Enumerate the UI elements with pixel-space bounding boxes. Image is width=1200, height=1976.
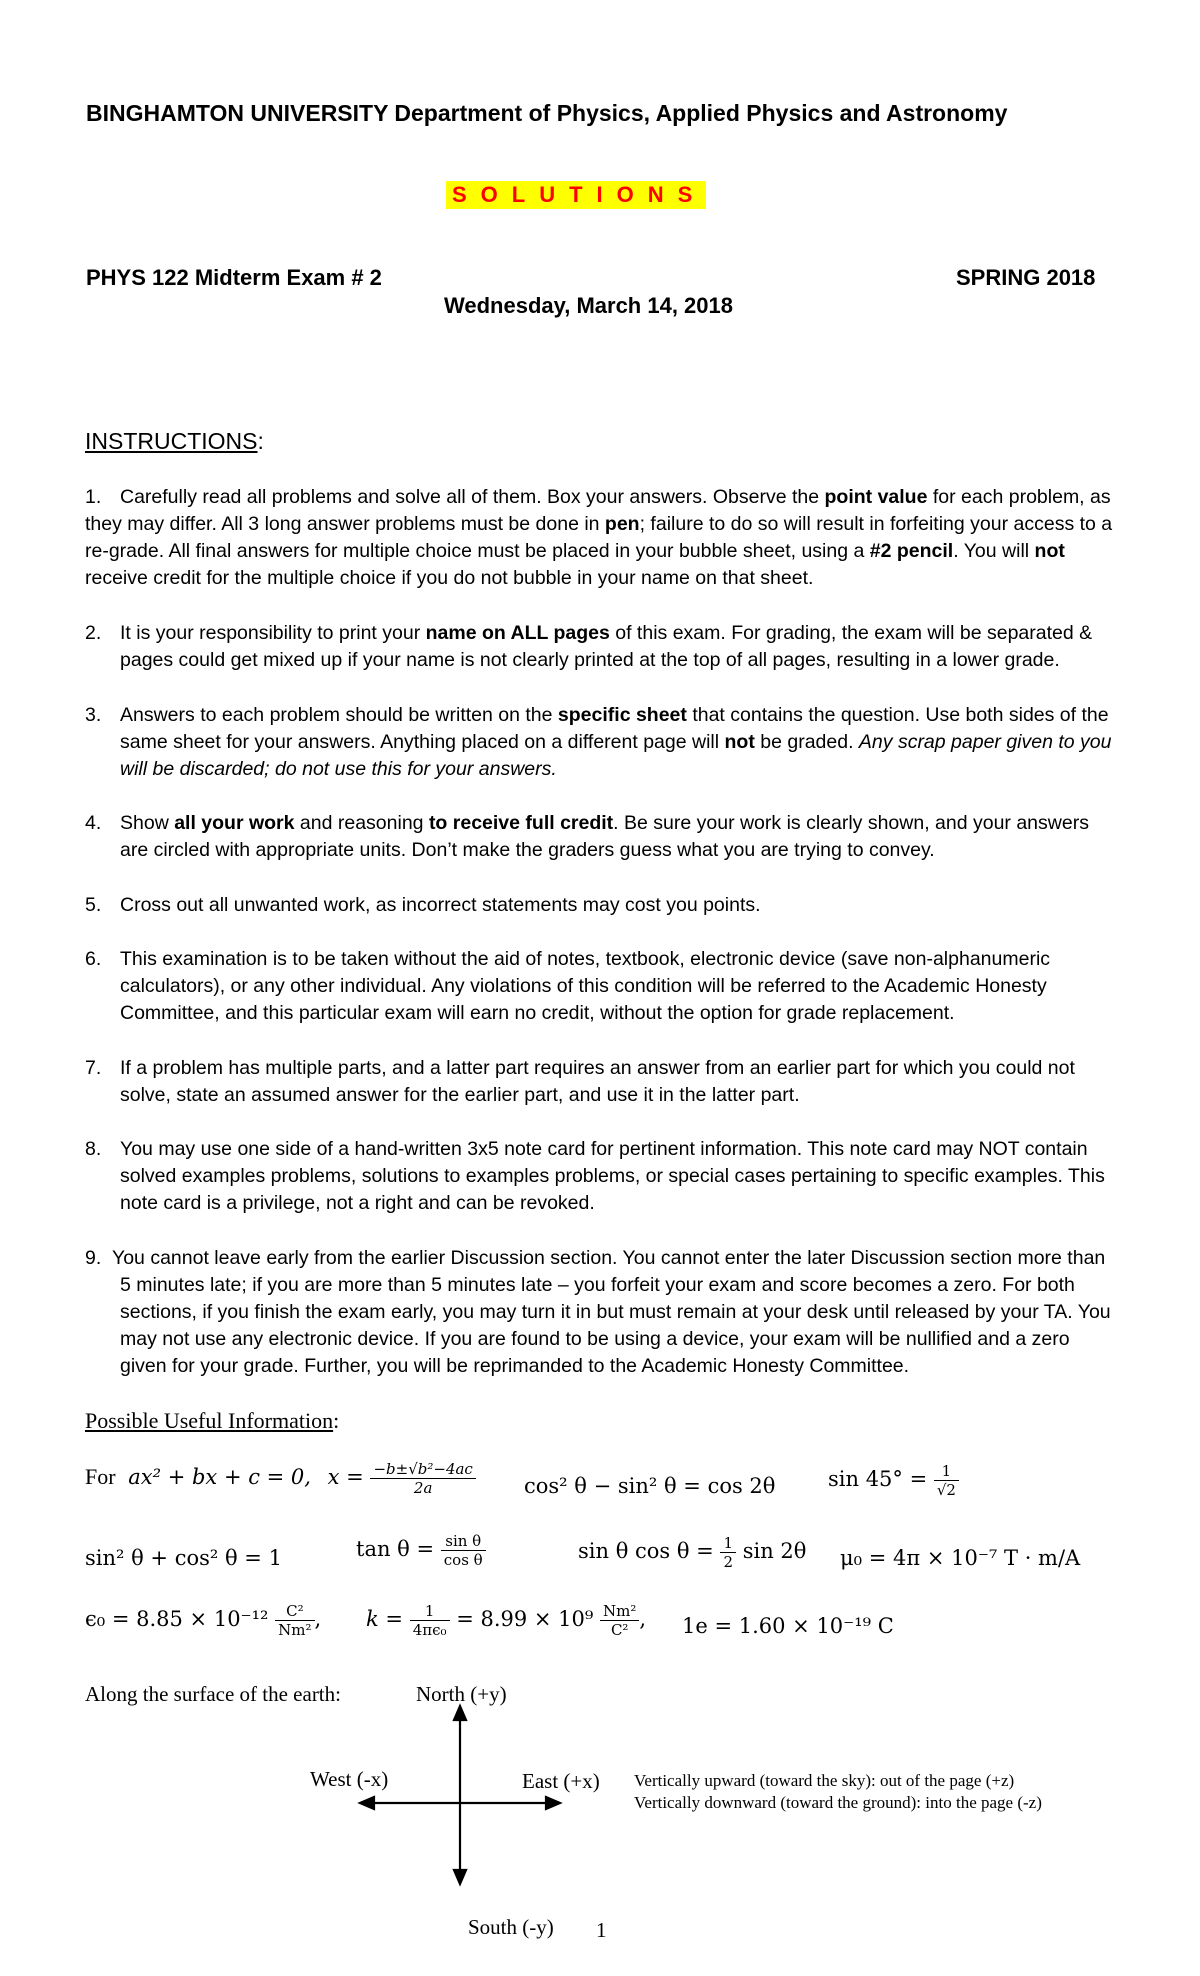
eps0-unit-denominator: Nm²: [278, 1621, 312, 1639]
item-number: 5.: [85, 894, 102, 916]
item-emphasis: to receive full credit: [428, 812, 614, 834]
useful-info-title: Possible Useful Information: [85, 1408, 334, 1433]
item-number: 2.: [85, 622, 102, 644]
quadratic-equation: ax² + bx + c = 0,: [128, 1465, 311, 1489]
item-text: Show: [120, 812, 175, 834]
item-number: 4.: [85, 812, 102, 834]
university-heading: BINGHAMTON UNIVERSITY Department of Physics, Applied Physics and Astronomy: [86, 100, 1008, 126]
vertical-down-note: Vertically downward (toward the ground): into the page (-z): [634, 1793, 1042, 1812]
item-emphasis: #2 pencil: [869, 540, 954, 562]
item-text: Answers to each problem should be written on the: [120, 704, 558, 726]
quadratic-denominator: 2a: [413, 1479, 433, 1497]
item-text: Cross out all unwanted work, as incorrect statements may cost you points.: [120, 894, 761, 916]
item-text: If a problem has multiple parts, and a latter part requires an answer from an earlier part for which you could not solve, state an assumed answer for the earlier part, and use it in the latter part.: [120, 1057, 1075, 1106]
sin45-numerator: 1: [934, 1462, 959, 1481]
item-italic: Any scrap paper given to you will be discarded; do not use this for your answers.: [120, 731, 1112, 780]
item-emphasis: all your work: [174, 812, 295, 834]
tan-denominator: cos θ: [443, 1551, 483, 1569]
eps0-unit-numerator: C²: [275, 1602, 314, 1621]
item-emphasis: pen: [604, 513, 640, 535]
item-text: This examination is to be taken without the aid of notes, textbook, electronic device (save non-alphanumeric calculators), or any other individual. Any violations of this condition will be referred to the Academic Honesty Committee, and this particular exam will earn no credit, without the option for grade replacement.: [120, 948, 1051, 1024]
item-emphasis: not: [724, 731, 755, 753]
solutions-label: SOLUTIONS: [446, 181, 706, 209]
k-unit-numerator: Nm²: [600, 1602, 639, 1621]
item-text: and reasoning: [294, 812, 429, 834]
eps0-comma: ,: [314, 1607, 322, 1631]
earth-surface-label: Along the surface of the earth:: [85, 1682, 341, 1706]
item-emphasis: not: [1034, 540, 1065, 562]
item-emphasis: name on ALL pages: [425, 622, 610, 644]
item-text: Carefully read all problems and solve all of them. Box your answers. Observe the: [120, 486, 825, 508]
exam-date: Wednesday, March 14, 2018: [444, 293, 733, 318]
page-number: 1: [596, 1918, 607, 1942]
course-exam-title: PHYS 122 Midterm Exam # 2: [86, 265, 382, 290]
tan-numerator: sin θ: [441, 1532, 486, 1551]
k-comma: ,: [639, 1607, 647, 1631]
east-label: East (+x): [522, 1769, 600, 1793]
k-lhs: k =: [366, 1607, 403, 1631]
k-value: = 8.99 × 10⁹: [456, 1607, 594, 1631]
item-text: be graded.: [754, 731, 859, 753]
item-text: You may use one side of a hand-written 3x5 note card for pertinent information. This note card may NOT contain solved examples problems, solutions to examples problems, or special cases pertaining to specific examples. This note card is a privilege, not a right and can be revoked.: [120, 1138, 1105, 1214]
sincos-rhs: sin 2θ: [742, 1539, 807, 1563]
item-number: 9.: [85, 1247, 102, 1269]
for-label: For: [85, 1464, 116, 1489]
west-label: West (-x): [310, 1767, 389, 1791]
item-text: It is your responsibility to print your: [120, 622, 426, 644]
item-number: 3.: [85, 704, 102, 726]
south-label: South (-y): [468, 1915, 554, 1939]
sincos-numerator: 1: [720, 1534, 736, 1553]
item-text: that contains the question. Use both sides of the same sheet for your answers. Anything placed on a different page will: [120, 704, 1109, 753]
item-text: receive credit for the multiple choice if you do not bubble in your name on that sheet.: [85, 567, 814, 589]
item-emphasis: point value: [824, 486, 928, 508]
sincos-denominator: 2: [723, 1553, 734, 1571]
semester-label: SPRING 2018: [956, 265, 1096, 290]
item-number: 6.: [85, 948, 102, 970]
k-numerator: 1: [410, 1602, 450, 1621]
item-text: You cannot leave early from the earlier Discussion section. You cannot enter the later Discussion section more than 5 minutes late; if you are more than 5 minutes late – you forfeit your exam and score becomes a zero. For both sections, if you finish the exam early, you may turn it in but must remain at your desk until released by your TA. You may not use any electronic device. If you are found to be using a device, your exam will be nullified and a zero given for your grade. Further, you will be reprimanded to the Academic Honesty Committee.: [112, 1247, 1111, 1377]
instructions-colon: :: [257, 428, 264, 454]
elementary-charge: 1e = 1.60 × 10⁻¹⁹ C: [682, 1614, 894, 1638]
item-text: ; failure to do so will result in forfeiting your access to a re-grade. All final answers for multiple choice must be placed in your bubble sheet, using a: [85, 513, 1113, 562]
k-unit-denominator: C²: [610, 1621, 629, 1639]
instructions-title: INSTRUCTIONS: [85, 428, 258, 454]
k-denominator: 4πϵ₀: [412, 1621, 447, 1639]
item-emphasis: specific sheet: [557, 704, 687, 726]
item-number: 8.: [85, 1138, 102, 1160]
pythagorean-identity: sin² θ + cos² θ = 1: [85, 1546, 282, 1570]
useful-info-colon: :: [333, 1408, 340, 1433]
item-number: 7.: [85, 1057, 102, 1079]
north-south-axis: [454, 1706, 466, 1884]
cos-double-angle: cos² θ − sin² θ = cos 2θ: [524, 1474, 776, 1498]
north-label: North (+y): [416, 1682, 507, 1706]
sin45-denominator: √2: [936, 1481, 956, 1499]
item-text: . You will: [953, 540, 1035, 562]
item-text: . Be sure your work is clearly shown, and your answers are circled with appropriate units. Don’t make the graders guess what you are trying to convey.: [120, 812, 1089, 861]
item-number: 1.: [85, 486, 102, 508]
item-text: for each problem, as they may differ. All 3 long answer problems must be done in: [85, 486, 1111, 535]
tan-lhs: tan θ =: [356, 1537, 435, 1561]
eps0-lhs: ϵ₀ = 8.85 × 10⁻¹²: [85, 1607, 269, 1631]
quadratic-x-lhs: x =: [327, 1465, 364, 1489]
vertical-up-note: Vertically upward (toward the sky): out of the page (+z): [634, 1771, 1015, 1790]
quadratic-numerator: −b±√b²−4ac: [370, 1460, 475, 1479]
mu0-constant: μ₀ = 4π × 10⁻⁷ T · m/A: [840, 1546, 1081, 1570]
sin45-lhs: sin 45° =: [828, 1467, 928, 1491]
sincos-lhs: sin θ cos θ =: [578, 1539, 714, 1563]
item-text: of this exam. For grading, the exam will be separated & pages could get mixed up if your name is not clearly printed at the top of all pages, resulting in a lower grade.: [120, 622, 1093, 671]
